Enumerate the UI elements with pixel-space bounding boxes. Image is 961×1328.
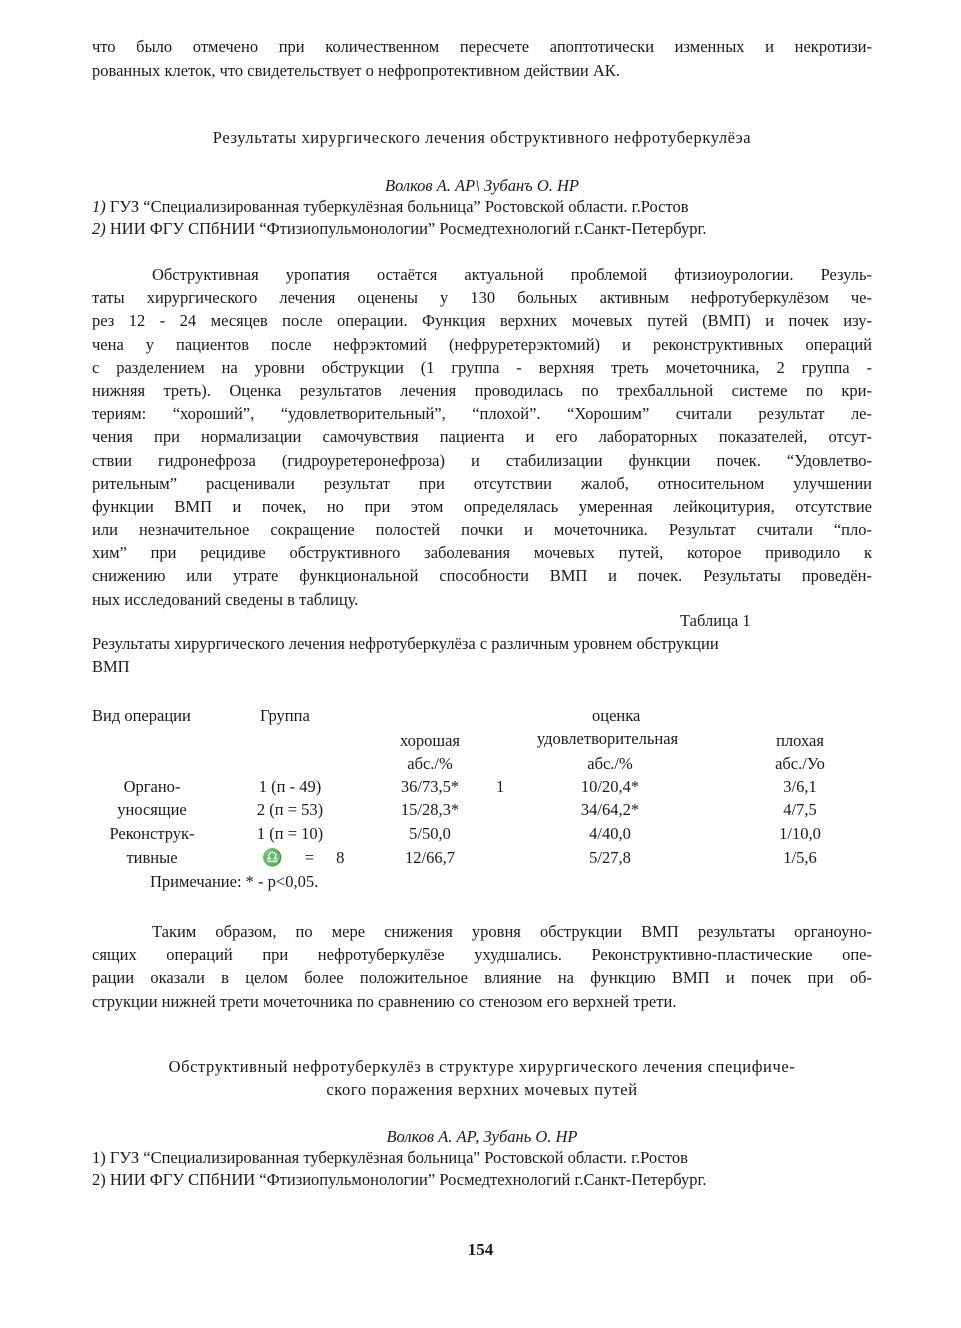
body-line: струкции нижней трети мочеточника по сравнению со стенозом его верхней трети. <box>92 991 677 1011</box>
table-cell-bad: 3/6,1 <box>783 777 817 796</box>
table-cell-good: 12/66,7 <box>405 848 455 867</box>
table-cell-satisfactory: 5/27,8 <box>589 848 631 867</box>
body-line: нижняя треть). Оценка результатов лечения проводилась по трехбалльной системе по кри- <box>92 380 872 400</box>
affiliation: 2) НИИ ФГУ СПбНИИ “Фтизиопульмонологии” Росмедтехнологий г.Санкт-Петербург. <box>92 1170 707 1189</box>
table-header-group: Группа <box>260 706 310 725</box>
article-title: Обструктивный нефротуберкулёз в структуре хирургического лечения специфиче- <box>168 1057 796 1076</box>
table-header-bad: плохая <box>776 731 824 750</box>
body-line: функции ВМП и почек, но при этом определялась умеренная лейкоцитурия, отсутствие <box>92 496 872 516</box>
body-paragraph <box>92 263 872 611</box>
article-title: ского поражения верхних мочевых путей <box>326 1080 638 1099</box>
table-cell-group: ♎ = 8 <box>262 848 345 867</box>
page-number: 154 <box>467 1240 494 1259</box>
body-line: хим” при рецидиве обструктивного заболевания мочевых путей, которое приводило к <box>92 543 872 563</box>
article-authors: Волков А. АР, Зубань О. НР <box>386 1127 578 1146</box>
body-line: Таким образом, по мере снижения уровня обструкции ВМП результаты органоуно- <box>152 922 872 941</box>
table-cell-type: Органо- <box>123 777 181 796</box>
body-line: ных исследований сведены в таблицу. <box>92 589 359 609</box>
body-line: рительным” расценивали результат при отсутствии жалоб, относительном улучшении <box>92 473 872 493</box>
table-caption: Результаты хирургического лечения нефротуберкулёза с различным уровнем обструкции <box>92 634 719 653</box>
body-line: чения при нормализации самочувствия пациента и его лабораторных показателей, отсут- <box>92 427 872 447</box>
body-line: таты хирургического лечения оценены у 130 больных активным нефротуберкулёзом че- <box>92 288 872 308</box>
table-cell-group: 1 (п = 10) <box>256 824 324 843</box>
affiliation-text: ГУЗ “Специализированная туберкулёзная больница” Ростовской области. г.Ростов <box>109 197 689 216</box>
affiliation <box>92 218 872 240</box>
table-cell-type: уносящие <box>117 800 187 819</box>
table-header-satisfactory: удовлетворительная <box>536 729 679 748</box>
table-header-eval: оценка <box>592 706 641 725</box>
conclusion-paragraph <box>92 920 872 1013</box>
table-cell-mark: 1 <box>496 777 505 796</box>
table-cell-group: 1 (п - 49) <box>258 777 322 796</box>
table-cell-group: 2 (п = 53) <box>256 800 324 819</box>
table-label: Таблица 1 <box>680 611 751 630</box>
table-cell-good: 15/28,3* <box>400 800 460 819</box>
intro-line: рованных клеток, что свидетельствует о нефропротективном действии АК. <box>92 61 620 80</box>
table-cell-satisfactory: 10/20,4* <box>580 777 640 796</box>
body-line: териям: “хороший”, “удовлетворительный”, “плохой”. “Хорошим” считали результат ле- <box>92 404 872 424</box>
table-cell-type: тивные <box>126 848 178 867</box>
table-unit-bad: абс./Уо <box>775 754 825 773</box>
table-unit-good: абс./% <box>407 754 453 773</box>
table-cell-satisfactory: 34/64,2* <box>580 800 640 819</box>
body-line: рез 12 - 24 месяцев после операции. Функция верхних мочевых путей (ВМП) и почек изу- <box>92 311 872 331</box>
body-line: Обструктивная уропатия остаётся актуальной проблемой фтизиоурологии. Резуль- <box>152 265 872 284</box>
affiliation-number: 1) <box>92 197 106 216</box>
table-cell-good: 5/50,0 <box>409 824 451 843</box>
table-cell-good: 36/73,5* <box>400 777 460 796</box>
table-caption: ВМП <box>92 657 130 676</box>
affiliation: 1) ГУЗ “Специализированная туберкулёзная больница" Ростовской области. г.Ростов <box>92 1148 688 1167</box>
affiliation-number: 2) <box>92 219 106 238</box>
article-authors: Волков А. АР\ Зубанъ О. НР <box>384 176 579 195</box>
body-line: или незначительное сокращение полостей почки и мочеточника. Результат считали “пло- <box>92 520 872 540</box>
affiliation-text: НИИ ФГУ СПбНИИ “Фтизиопульмонологии” Росмедтехнологий г.Санкт-Петербург. <box>109 219 707 238</box>
body-line: рации оказали в целом более положительное влияние на функцию ВМП и почек при об- <box>92 968 872 988</box>
article-title: Результаты хирургического лечения обструктивного нефротуберкулёэа <box>212 128 752 147</box>
body-line: снижению или утрате функциональной способности ВМП и почек. Результаты проведён- <box>92 566 872 586</box>
table-cell-type: Реконструк- <box>109 824 195 843</box>
body-line: чена у пациентов после нефрэктомий (нефруретерэктомий) и реконструктивных операций <box>92 334 872 354</box>
table-cell-bad: 1/10,0 <box>779 824 821 843</box>
table-header-type: Вид операции <box>92 706 191 725</box>
table-cell-bad: 4/7,5 <box>783 800 817 819</box>
table-cell-satisfactory: 4/40,0 <box>589 824 631 843</box>
table-unit-satisfactory: абс./% <box>587 754 633 773</box>
table-header-good: хорошая <box>400 731 460 750</box>
body-line: ствии гидронефроза (гидроуретеронефроза) и стабилизации функции почек. “Удовлетво- <box>92 450 872 470</box>
table-note: Примечание: * - р<0,05. <box>150 872 319 891</box>
body-line: с разделением на уровни обструкции (1 группа - верхняя треть мочеточника, 2 группа - <box>92 357 872 377</box>
table-cell-bad: 1/5,6 <box>783 848 817 867</box>
body-line: сящих операций при нефротуберкулёзе ухудшались. Реконструктивно-пластические опе- <box>92 945 872 965</box>
intro-line: что было отмечено при количественном пересчете апоптотически изменных и некротизи- <box>92 37 872 56</box>
affiliation <box>92 196 872 218</box>
